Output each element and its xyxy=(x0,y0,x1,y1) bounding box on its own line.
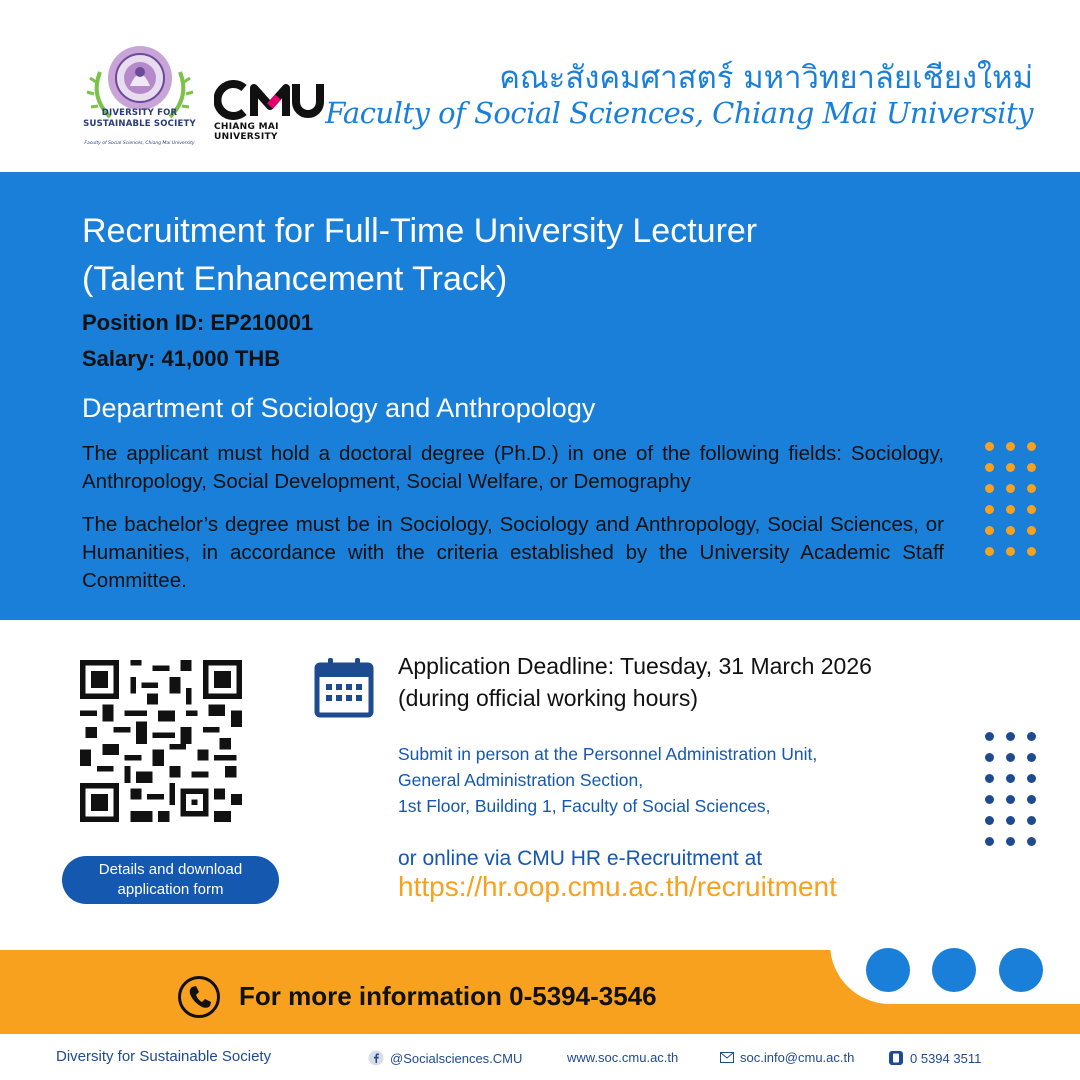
submit-line-2: General Administration Section, xyxy=(398,770,644,790)
faculty-thai-name: คณะสังคมศาสตร์ มหาวิทยาลัยเชียงใหม่ xyxy=(499,60,1033,96)
faculty-seal-icon xyxy=(80,42,200,152)
application-deadline xyxy=(398,650,978,714)
calendar-icon xyxy=(314,657,374,719)
recruitment-link[interactable]: https://hr.oop.cmu.ac.th/recruitment xyxy=(398,871,837,902)
page-title xyxy=(82,207,942,303)
decorative-circle xyxy=(866,948,910,992)
decorative-circle xyxy=(932,948,976,992)
submit-line-1: Submit in person at the Personnel Administration Unit, xyxy=(398,744,818,764)
more-info-phone: For more information 0-5394-3546 xyxy=(239,981,657,1011)
website-url: www.soc.cmu.ac.th xyxy=(567,1050,679,1065)
email-icon xyxy=(720,1052,734,1063)
cmu-logo xyxy=(214,80,330,120)
submit-in-person-info xyxy=(398,741,958,819)
mobile-phone-icon xyxy=(888,1050,904,1066)
seal-subtext: Faculty of Social Sciences, Chiang Mai University xyxy=(84,141,195,146)
department-name: Department of Sociology and Anthropology xyxy=(82,393,596,423)
position-id: Position ID: EP210001 xyxy=(82,310,314,335)
online-application-text: or online via CMU HR e-Recruitment at xyxy=(398,847,763,870)
salary: Salary: 41,000 THB xyxy=(82,346,281,371)
title-line-2: (Talent Enhancement Track) xyxy=(82,260,508,298)
footer-facebook[interactable] xyxy=(368,1050,522,1066)
submit-line-3: 1st Floor, Building 1, Faculty of Social Sciences, xyxy=(398,796,771,816)
requirement-doctoral: The applicant must hold a doctoral degree (Ph.D.) in one of the following fields: Sociology, Anthropology, Social Development, Social Welfare, or Demography xyxy=(82,442,944,493)
requirement-bachelor: The bachelor’s degree must be in Sociology, Sociology and Anthropology, Social Sciences, or Humanities, in accordance with the criteria established by the University Academic Staff Committee. xyxy=(82,513,944,592)
decorative-circle xyxy=(999,948,1043,992)
email-address: soc.info@cmu.ac.th xyxy=(740,1050,855,1065)
decorative-dots-navy xyxy=(985,732,1036,846)
button-label-line-1: Details and download xyxy=(98,861,243,878)
phone-icon xyxy=(177,975,221,1019)
footer-slogan: Diversity for Sustainable Society xyxy=(56,1048,272,1065)
footer-website[interactable] xyxy=(567,1050,678,1065)
details-download-button[interactable] xyxy=(62,856,279,904)
phone-number: 0 5394 3511 xyxy=(910,1050,982,1066)
decorative-dots-orange xyxy=(985,442,1036,556)
faculty-english-name: Faculty of Social Sciences, Chiang Mai University xyxy=(325,96,1033,130)
qr-code[interactable] xyxy=(80,660,242,822)
facebook-icon xyxy=(368,1050,384,1066)
button-label-line-2: application form xyxy=(117,881,224,898)
title-line-1: Recruitment for Full-Time University Lecturer xyxy=(82,212,758,250)
deadline-line-1: Application Deadline: Tuesday, 31 March 2026 xyxy=(398,653,872,679)
footer-phone[interactable] xyxy=(888,1050,981,1066)
deadline-line-2: (during official working hours) xyxy=(398,685,698,711)
cmu-caption: CHIANG MAI UNIVERSITY xyxy=(214,122,279,142)
footer-email[interactable] xyxy=(720,1050,854,1065)
seal-text: DIVERSITY FOR SUSTAINABLE SOCIETY xyxy=(83,108,196,129)
facebook-handle: @Socialsciences.CMU xyxy=(390,1050,523,1066)
